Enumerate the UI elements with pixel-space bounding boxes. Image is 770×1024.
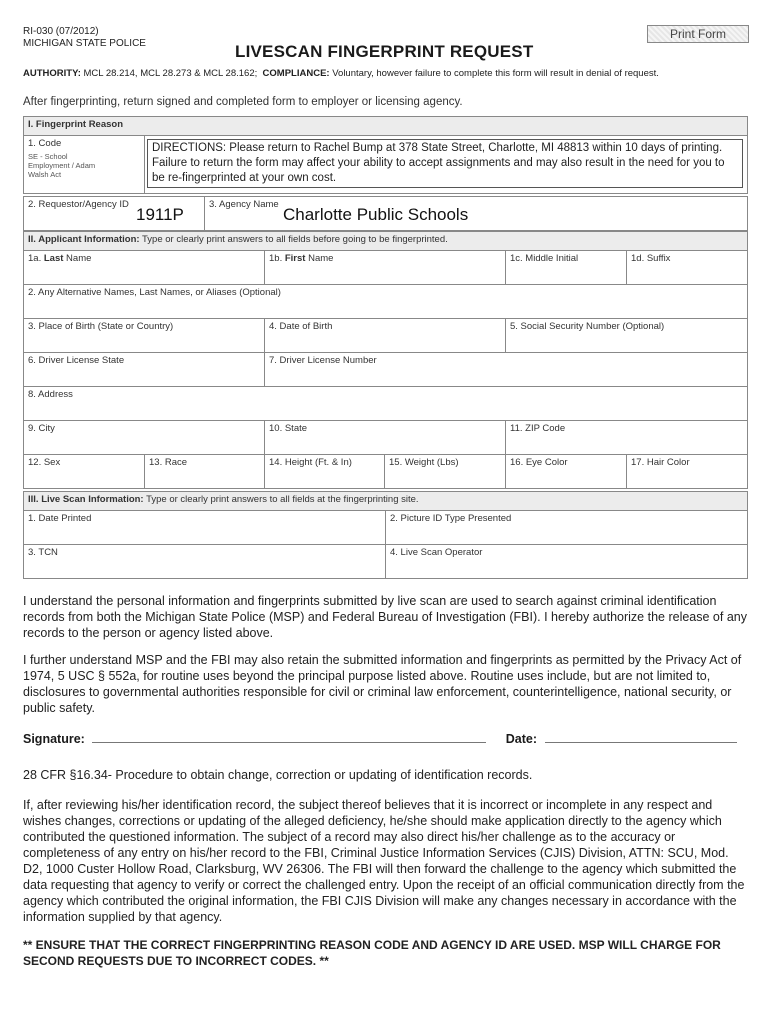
- suffix-field[interactable]: 1d. Suffix: [627, 251, 748, 285]
- ssn-field[interactable]: 5. Social Security Number (Optional): [506, 319, 748, 353]
- authority-line: [23, 68, 753, 79]
- section-1-heading: I. Fingerprint Reason: [24, 117, 748, 136]
- sex-field[interactable]: 12. Sex: [24, 455, 145, 489]
- agency-name-value: Charlotte Public Schools: [283, 205, 469, 224]
- form-number: RI-030 (07/2012): [23, 26, 99, 37]
- section-3-heading: III. Live Scan Information: Type or clearly print answers to all fields at the fingerprinting site.: [24, 492, 748, 511]
- zip-code-field[interactable]: 11. ZIP Code: [506, 421, 748, 455]
- place-of-birth-field[interactable]: 3. Place of Birth (State or Country): [24, 319, 265, 353]
- requestor-agency-id-label: 2. Requestor/Agency ID: [28, 199, 129, 210]
- date-printed-field[interactable]: 1. Date Printed: [24, 511, 386, 545]
- privacy-paragraph: I further understand MSP and the FBI may also retain the submitted information and fingerprints as permitted by the Privacy Act of 1974, 5 USC § 552a, for routine uses beyond the principal purpose listed above. Routine uses include, but are not limited to, disclosures to governmental authorities responsible for civil or criminal law enforcement, counterintelligence, national security, or public safety.: [23, 653, 742, 715]
- eye-color-field[interactable]: 16. Eye Color: [506, 455, 627, 489]
- weight-field[interactable]: 15. Weight (Lbs): [385, 455, 506, 489]
- requestor-agency-id-field[interactable]: [24, 197, 205, 231]
- hair-color-field[interactable]: 17. Hair Color: [627, 455, 748, 489]
- date-label: Date:: [505, 732, 538, 746]
- section-fingerprint-reason: [23, 116, 748, 194]
- driver-license-state-field[interactable]: 6. Driver License State: [24, 353, 265, 387]
- race-field[interactable]: 13. Race: [145, 455, 265, 489]
- agency-name-label: 3. Agency Name: [209, 199, 279, 210]
- directions-box: DIRECTIONS: Please return to Rachel Bump at 378 State Street, Charlotte, MI 48813 within 10 days of printing. Failure to return the form may affect your ability to accept assignments and may also result in the need for you to be re-fingerprinted at your own cost.: [147, 139, 743, 188]
- code-note: SE - School Employment / Adam Walsh Act: [28, 152, 96, 179]
- agency-name-field[interactable]: [205, 197, 748, 231]
- return-instructions: After fingerprinting, return signed and completed form to employer or licensing agency.: [23, 96, 463, 108]
- date-of-birth-field[interactable]: 4. Date of Birth: [265, 319, 506, 353]
- warning-note: ** ENSURE THAT THE CORRECT FINGERPRINTING REASON CODE AND AGENCY ID ARE USED. MSP WILL CHARGE FOR SECOND REQUESTS DUE TO INCORRECT CODES. **: [23, 938, 721, 968]
- agency-row: [23, 196, 748, 231]
- requestor-agency-id-value: 1911P: [136, 205, 184, 224]
- code-field[interactable]: [24, 136, 145, 194]
- signature-label: Signature:: [23, 732, 85, 746]
- challenge-paragraph: If, after reviewing his/her identification record, the subject thereof believes that it is incorrect or incomplete in any respect and wishes changes, corrections or updating of the alleged deficiency, he/she should make application directly to the agency which contributed the questioned information. The subject of a record may also direct his/her challenge as to the accuracy or completeness of any entry on his/her record to the FBI, Criminal Justice Information Services (CJIS) Division, ATTN: SCU, Mod. D2, 1000 Custer Hollow Road, Clarksburg, WV 26306. The FBI will then forward the challenge to the agency which submitted the data requesting that agency to verify or correct the challenged entry. Upon the receipt of an official communication directly from the agency which contributed the original information, the FBI CJIS Division will make any changes necessary in accordance with the information supplied by that agency.: [23, 798, 745, 924]
- section-2-heading: II. Applicant Information: Type or clearly print answers to all fields before going to be fingerprinted.: [24, 232, 748, 251]
- driver-license-number-field[interactable]: 7. Driver License Number: [265, 353, 748, 387]
- page-title: LIVESCAN FINGERPRINT REQUEST: [235, 42, 534, 61]
- city-field[interactable]: 9. City: [24, 421, 265, 455]
- compliance-text: Voluntary, however failure to complete this form will result in denial of request.: [332, 68, 659, 79]
- signature-row: [23, 730, 751, 746]
- live-scan-operator-field[interactable]: 4. Live Scan Operator: [386, 545, 748, 579]
- section-applicant-info: [23, 231, 748, 489]
- print-form-button[interactable]: Print Form: [647, 25, 749, 43]
- section-live-scan-info: [23, 491, 748, 579]
- picture-id-field[interactable]: 2. Picture ID Type Presented: [386, 511, 748, 545]
- height-field[interactable]: 14. Height (Ft. & In): [265, 455, 385, 489]
- last-name-field[interactable]: 1a. Last Name: [24, 251, 265, 285]
- aliases-field[interactable]: 2. Any Alternative Names, Last Names, or Aliases (Optional): [24, 285, 748, 319]
- authority-label: AUTHORITY:: [23, 68, 81, 79]
- cfr-heading: 28 CFR §16.34- Procedure to obtain change, correction or updating of identification records.: [23, 768, 533, 782]
- address-field[interactable]: 8. Address: [24, 387, 748, 421]
- compliance-label: COMPLIANCE:: [262, 68, 330, 79]
- state-field[interactable]: 10. State: [265, 421, 506, 455]
- signature-line[interactable]: [92, 730, 486, 743]
- authorization-paragraph: I understand the personal information and fingerprints submitted by live scan are used to search against criminal identification records from both the Michigan State Police (MSP) and Federal Bureau of Investigation (FBI). I hereby authorize the release of any records to the person or agency listed above.: [23, 594, 747, 640]
- authority-text: MCL 28.214, MCL 28.273 & MCL 28.162;: [83, 68, 258, 79]
- tcn-field[interactable]: 3. TCN: [24, 545, 386, 579]
- first-name-field[interactable]: 1b. First Name: [265, 251, 506, 285]
- date-line[interactable]: [545, 730, 737, 743]
- middle-initial-field[interactable]: 1c. Middle Initial: [506, 251, 627, 285]
- agency-name: MICHIGAN STATE POLICE: [23, 38, 146, 49]
- code-label: 1. Code: [28, 138, 62, 149]
